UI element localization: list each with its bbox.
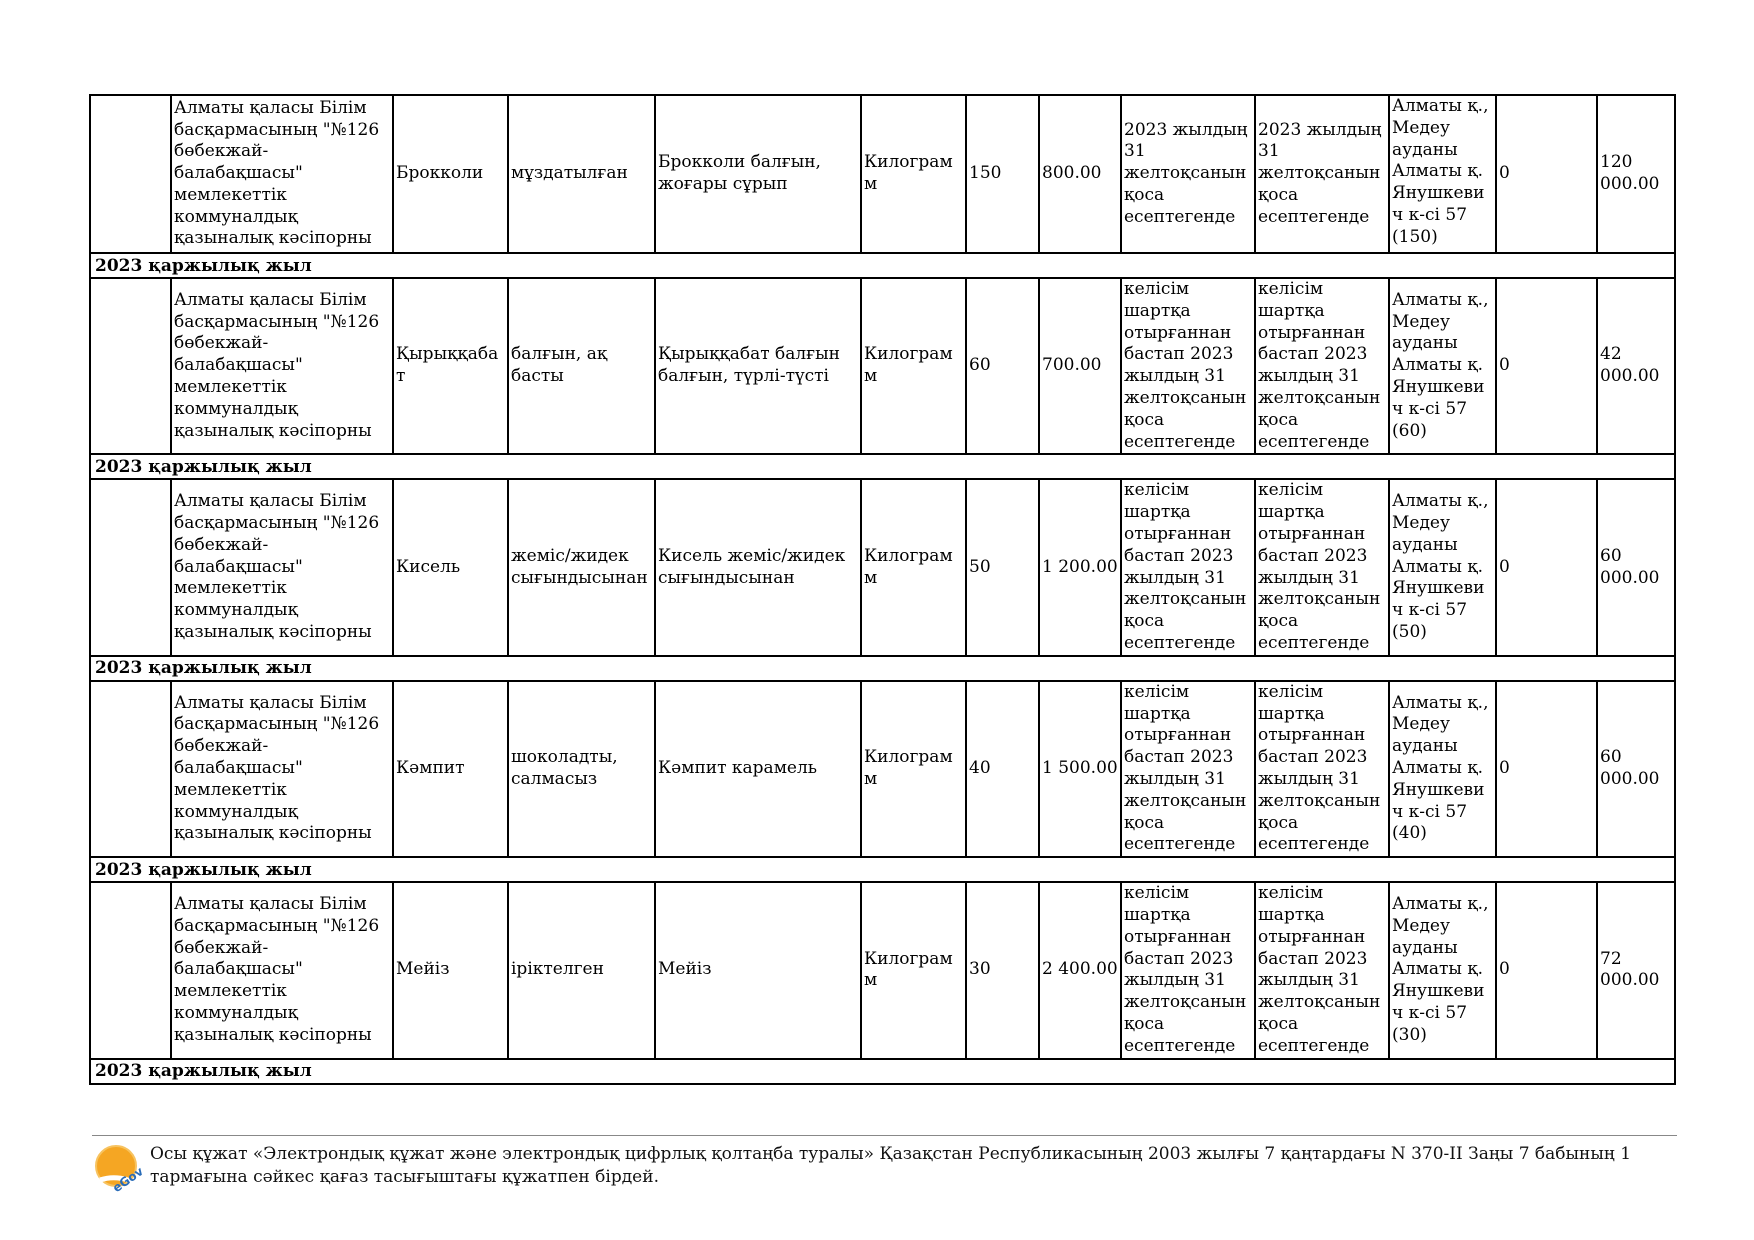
table-row <box>90 278 1675 454</box>
quantity-cell: 40 <box>966 681 1039 857</box>
year-row <box>90 253 1675 278</box>
year-label: 2023 қаржылық жыл <box>90 857 1675 882</box>
advance-cell: 0 <box>1496 95 1597 253</box>
delivery-term-cell: келісім шартқа отырғаннан бастап 2023 жылдың 31 желтоқсанын қоса есептегенде <box>1255 681 1389 857</box>
legal-notice: Осы құжат «Электрондық құжат және электрондық цифрлық қолтаңба туралы» Қазақстан Республикасының 2003 жылғы 7 қаңтардағы N 370-II Заңы 7 бабының 1 тармағына сәйкес қағаз тасығыштағы құжатпен бірдей. <box>150 1144 1632 1187</box>
total-cell: 120 000.00 <box>1597 95 1675 253</box>
delivery-place-cell: Алматы қ., Медеу ауданы Алматы қ. Янушкевич к-сі 57 (150) <box>1389 95 1496 253</box>
description-cell: Қырыққабат балғын балғын, түрлі-түсті <box>655 278 861 454</box>
customer-cell: Алматы қаласы Білім басқармасының "№126 бөбекжай-балабақшасы" мемлекеттік коммуналдық қазыналық кәсіпорны <box>171 479 393 655</box>
delivery-term-cell: келісім шартқа отырғаннан бастап 2023 жылдың 31 желтоқсанын қоса есептегенде <box>1255 479 1389 655</box>
advance-cell: 0 <box>1496 681 1597 857</box>
characteristic-cell: мұздатылған <box>508 95 655 253</box>
quantity-cell: 60 <box>966 278 1039 454</box>
year-label: 2023 қаржылық жыл <box>90 454 1675 479</box>
year-label: 2023 қаржылық жыл <box>90 656 1675 681</box>
delivery-term-cell: келісім шартқа отырғаннан бастап 2023 жылдың 31 желтоқсанын қоса есептегенде <box>1121 882 1255 1058</box>
price-cell: 2 400.00 <box>1039 882 1121 1058</box>
quantity-cell: 150 <box>966 95 1039 253</box>
total-cell: 72 000.00 <box>1597 882 1675 1058</box>
empty-cell <box>90 278 171 454</box>
year-row <box>90 454 1675 479</box>
year-label: 2023 қаржылық жыл <box>90 1059 1675 1084</box>
year-label: 2023 қаржылық жыл <box>90 253 1675 278</box>
delivery-place-cell: Алматы қ., Медеу ауданы Алматы қ. Янушкевич к-сі 57 (50) <box>1389 479 1496 655</box>
description-cell: Кәмпит карамель <box>655 681 861 857</box>
customer-cell: Алматы қаласы Білім басқармасының "№126 бөбекжай-балабақшасы" мемлекеттік коммуналдық қазыналық кәсіпорны <box>171 278 393 454</box>
description-cell: Кисель жеміс/жидек сығындысынан <box>655 479 861 655</box>
empty-cell <box>90 882 171 1058</box>
product-cell: Брокколи <box>393 95 508 253</box>
footer <box>92 1135 1677 1196</box>
unit-cell: Килограмм <box>861 882 966 1058</box>
egov-logo-text: eGov <box>110 1164 146 1196</box>
year-row <box>90 656 1675 681</box>
year-row <box>90 857 1675 882</box>
empty-cell <box>90 479 171 655</box>
total-cell: 42 000.00 <box>1597 278 1675 454</box>
delivery-term-cell: келісім шартқа отырғаннан бастап 2023 жылдың 31 желтоқсанын қоса есептегенде <box>1121 479 1255 655</box>
delivery-term-cell: 2023 жылдың 31 желтоқсанын қоса есептегенде <box>1121 95 1255 253</box>
customer-cell: Алматы қаласы Білім басқармасының "№126 бөбекжай-балабақшасы" мемлекеттік коммуналдық қазыналық кәсіпорны <box>171 882 393 1058</box>
table-row <box>90 479 1675 655</box>
quantity-cell: 50 <box>966 479 1039 655</box>
price-cell: 800.00 <box>1039 95 1121 253</box>
unit-cell: Килограмм <box>861 681 966 857</box>
egov-seal-icon <box>94 1144 146 1196</box>
characteristic-cell: шоколадты, салмасыз <box>508 681 655 857</box>
product-cell: Кәмпит <box>393 681 508 857</box>
delivery-place-cell: Алматы қ., Медеу ауданы Алматы қ. Янушкевич к-сі 57 (30) <box>1389 882 1496 1058</box>
product-cell: Қырыққабат <box>393 278 508 454</box>
characteristic-cell: балғын, ақ басты <box>508 278 655 454</box>
customer-cell: Алматы қаласы Білім басқармасының "№126 бөбекжай-балабақшасы" мемлекеттік коммуналдық қазыналық кәсіпорны <box>171 95 393 253</box>
table-row <box>90 681 1675 857</box>
delivery-place-cell: Алматы қ., Медеу ауданы Алматы қ. Янушкевич к-сі 57 (40) <box>1389 681 1496 857</box>
delivery-term-cell: 2023 жылдың 31 желтоқсанын қоса есептегенде <box>1255 95 1389 253</box>
price-cell: 1 200.00 <box>1039 479 1121 655</box>
unit-cell: Килограмм <box>861 479 966 655</box>
characteristic-cell: жеміс/жидек сығындысынан <box>508 479 655 655</box>
customer-cell: Алматы қаласы Білім басқармасының "№126 бөбекжай-балабақшасы" мемлекеттік коммуналдық қазыналық кәсіпорны <box>171 681 393 857</box>
description-cell: Брокколи балғын, жоғары сұрып <box>655 95 861 253</box>
delivery-term-cell: келісім шартқа отырғаннан бастап 2023 жылдың 31 желтоқсанын қоса есептегенде <box>1255 882 1389 1058</box>
delivery-term-cell: келісім шартқа отырғаннан бастап 2023 жылдың 31 желтоқсанын қоса есептегенде <box>1255 278 1389 454</box>
product-cell: Мейіз <box>393 882 508 1058</box>
delivery-term-cell: келісім шартқа отырғаннан бастап 2023 жылдың 31 желтоқсанын қоса есептегенде <box>1121 278 1255 454</box>
total-cell: 60 000.00 <box>1597 681 1675 857</box>
characteristic-cell: іріктелген <box>508 882 655 1058</box>
procurement-table <box>89 94 1676 1085</box>
description-cell: Мейіз <box>655 882 861 1058</box>
table-row <box>90 882 1675 1058</box>
unit-cell: Килограмм <box>861 95 966 253</box>
price-cell: 700.00 <box>1039 278 1121 454</box>
advance-cell: 0 <box>1496 882 1597 1058</box>
product-cell: Кисель <box>393 479 508 655</box>
advance-cell: 0 <box>1496 278 1597 454</box>
empty-cell <box>90 95 171 253</box>
advance-cell: 0 <box>1496 479 1597 655</box>
year-row <box>90 1059 1675 1084</box>
empty-cell <box>90 681 171 857</box>
unit-cell: Килограмм <box>861 278 966 454</box>
delivery-place-cell: Алматы қ., Медеу ауданы Алматы қ. Янушкевич к-сі 57 (60) <box>1389 278 1496 454</box>
price-cell: 1 500.00 <box>1039 681 1121 857</box>
quantity-cell: 30 <box>966 882 1039 1058</box>
table-row <box>90 95 1675 253</box>
delivery-term-cell: келісім шартқа отырғаннан бастап 2023 жылдың 31 желтоқсанын қоса есептегенде <box>1121 681 1255 857</box>
total-cell: 60 000.00 <box>1597 479 1675 655</box>
